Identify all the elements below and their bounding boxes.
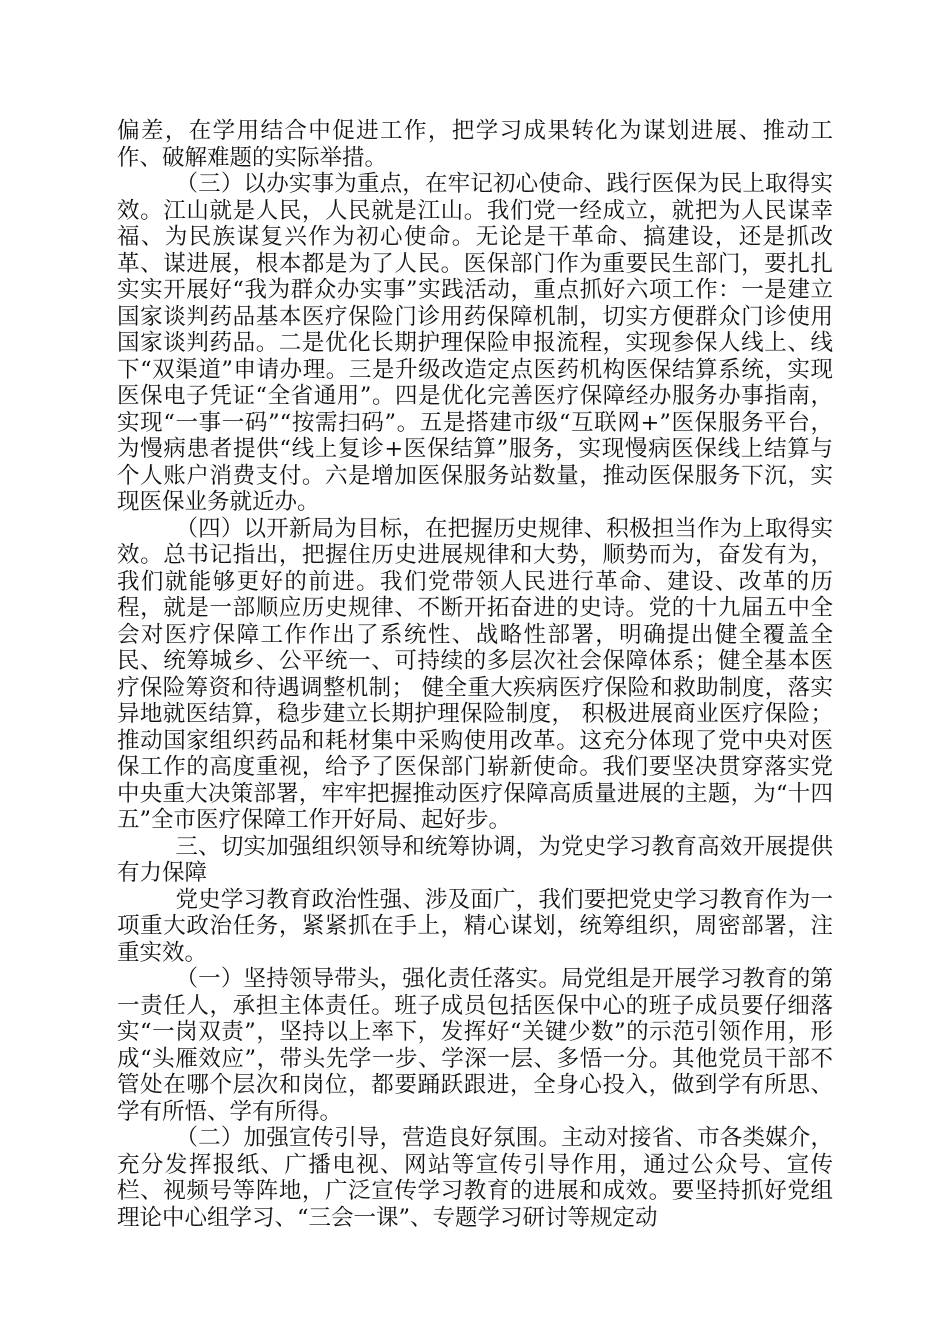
- section-heading-three: 三、切实加强组织领导和统筹协调，为党史学习教育高效开展提供有力保障: [117, 833, 833, 886]
- paragraph-subsection-one: （一）坚持领导带头，强化责任落实。局党组是开展学习教育的第一责任人，承担主体责任。班子成员包括医保中心的班子成员要仔细落实“一岗双责”，坚持以上率下，发挥好“关键少数”的示范引领作用，形成“头雁效应”，带头先学一步、学深一层、多悟一分。其他党员干部不管处在哪个层次和岗位，都要踊跃跟进，全身心投入，做到学有所思、学有所悟、学有所得。: [117, 966, 833, 1125]
- document-page: [117, 118, 833, 1231]
- paragraph-continuation: 偏差，在学用结合中促进工作，把学习成果转化为谋划进展、推动工作、破解难题的实际举措。: [117, 118, 833, 171]
- paragraph-intro: 党史学习教育政治性强、涉及面广，我们要把党史学习教育作为一项重大政治任务，紧紧抓在手上，精心谋划，统筹组织，周密部署，注重实效。: [117, 886, 833, 966]
- paragraph-subsection-two: （二）加强宣传引导，营造良好氛围。主动对接省、市各类媒介，充分发挥报纸、广播电视、网站等宣传引导作用，通过公众号、宣传栏、视频号等阵地，广泛宣传学习教育的进展和成效。要坚持抓好党组理论中心组学习、“三会一课”、专题学习研讨等规定动: [117, 1125, 833, 1231]
- paragraph-section-three: （三）以办实事为重点，在牢记初心使命、践行医保为民上取得实效。江山就是人民，人民就是江山。我们党一经成立，就把为人民谋幸福、为民族谋复兴作为初心使命。无论是干革命、搞建设，还是抓改革、谋进展，根本都是为了人民。医保部门作为重要民生部门，要扎扎实实开展好“我为群众办实事”实践活动，重点抓好六项工作：一是建立国家谈判药品基本医疗保险门诊用药保障机制，切实方便群众门诊使用国家谈判药品。二是优化长期护理保险申报流程，实现参保人线上、线下“双渠道”申请办理。三是升级改造定点医药机构医保结算系统，实现医保电子凭证“全省通用”。四是优化完善医疗保障经办服务办事指南，实现“一事一码”“按需扫码”。五是搭建市级“互联网+”医保服务平台，为慢病患者提供“线上复诊+医保结算”服务，实现慢病医保线上结算与个人账户消费支付。六是增加医保服务站数量，推动医保服务下沉，实现医保业务就近办。: [117, 171, 833, 515]
- paragraph-section-four: （四）以开新局为目标，在把握历史规律、积极担当作为上取得实效。总书记指出，把握住历史进展规律和大势，顺势而为，奋发有为，我们就能够更好的前进。我们党带领人民进行革命、建设、改革的历程，就是一部顺应历史规律、不断开拓奋进的史诗。党的十九届五中全会对医疗保障工作作出了系统性、战略性部署，明确提出健全覆盖全民、统筹城乡、公平统一、可持续的多层次社会保障体系；健全基本医疗保险筹资和待遇调整机制； 健全重大疾病医疗保险和救助制度，落实异地就医结算，稳步建立长期护理保险制度， 积极进展商业医疗保险；推动国家组织药品和耗材集中采购使用改革。这充分体现了党中央对医保工作的高度重视，给予了医保部门崭新使命。我们要坚决贯穿落实党中央重大决策部署，牢牢把握推动医疗保障高质量进展的主题，为“十四五”全市医疗保障工作开好局、起好步。: [117, 515, 833, 833]
